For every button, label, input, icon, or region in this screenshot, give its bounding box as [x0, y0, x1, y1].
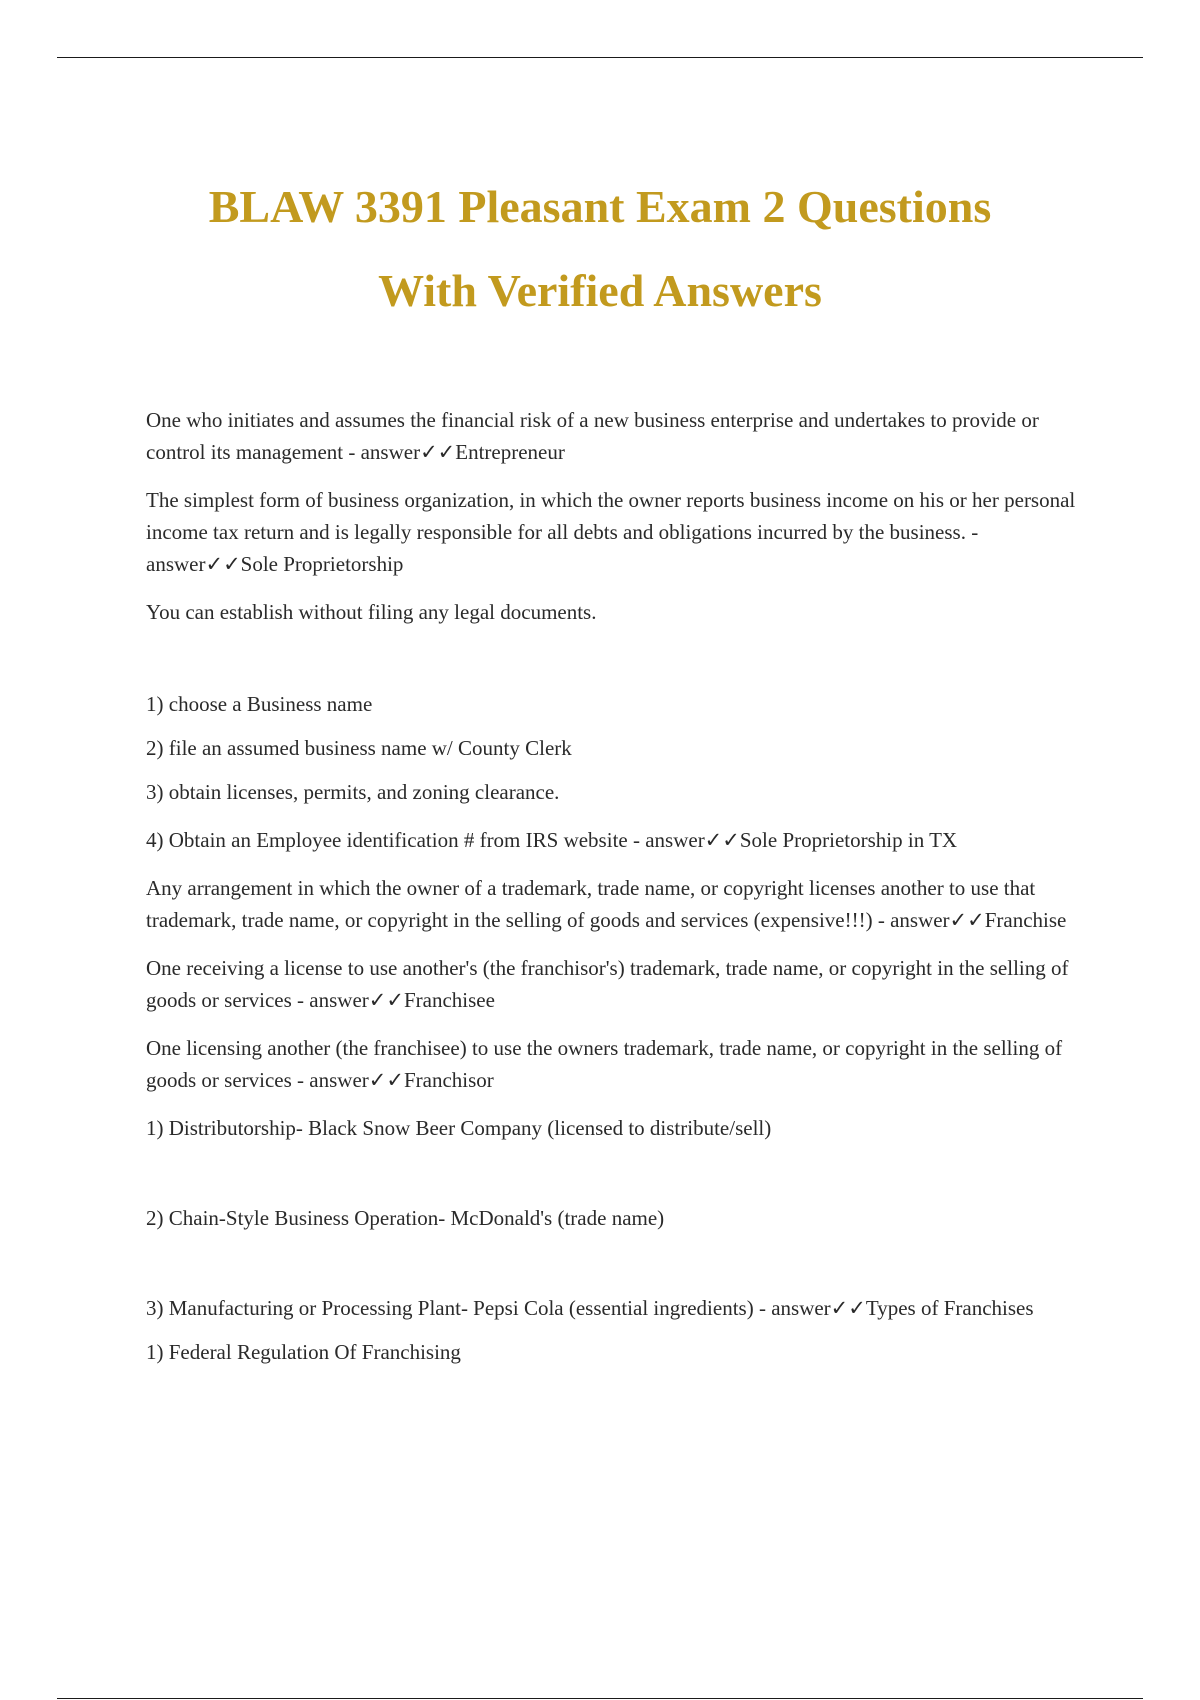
document-title	[0, 165, 1200, 333]
list-item: 2) Chain-Style Business Operation- McDonald's (trade name)	[146, 1206, 665, 1230]
list-item: 3) obtain licenses, permits, and zoning clearance.	[146, 780, 560, 804]
paragraph-sole-proprietorship: The simplest form of business organization, in which the owner reports business income on his or her personal income tax return and is legally responsible for all debts and obligations incurred by the business. - answer✓✓Sole Proprietorship	[146, 488, 1076, 576]
list-item-answer: 3) Manufacturing or Processing Plant- Pepsi Cola (essential ingredients) - answer✓✓Types of Franchises	[146, 1296, 1034, 1320]
paragraph-establish: You can establish without filing any legal documents.	[146, 600, 597, 624]
top-rule	[57, 57, 1143, 58]
paragraph-franchise: Any arrangement in which the owner of a trademark, trade name, or copyright licenses another to use that trademark, trade name, or copyright in the selling of goods and services (expensive!!!) - answer✓✓Franchise	[146, 876, 1067, 932]
paragraph-franchisor: One licensing another (the franchisee) to use the owners trademark, trade name, or copyright in the selling of goods or services - answer✓✓Franchisor	[146, 1036, 1063, 1092]
list-item: 1) Distributorship- Black Snow Beer Company (licensed to distribute/sell)	[146, 1116, 772, 1140]
bottom-rule	[57, 1698, 1143, 1699]
list-item: 1) Federal Regulation Of Franchising	[146, 1340, 461, 1364]
document-body	[146, 404, 1096, 1384]
paragraph-entrepreneur: One who initiates and assumes the financial risk of a new business enterprise and undertakes to provide or control its management - answer✓✓Entrepreneur	[146, 408, 1039, 464]
title-line-1: BLAW 3391 Pleasant Exam 2 Questions	[208, 181, 992, 232]
list-item: 1) choose a Business name	[146, 692, 373, 716]
title-line-2: With Verified Answers	[378, 265, 822, 316]
paragraph-franchisee: One receiving a license to use another's (the franchisor's) trademark, trade name, or copyright in the selling of goods or services - answer✓✓Franchisee	[146, 956, 1069, 1012]
list-item: 2) file an assumed business name w/ County Clerk	[146, 736, 572, 760]
list-item-answer: 4) Obtain an Employee identification # from IRS website - answer✓✓Sole Proprietorship in TX	[146, 828, 958, 852]
